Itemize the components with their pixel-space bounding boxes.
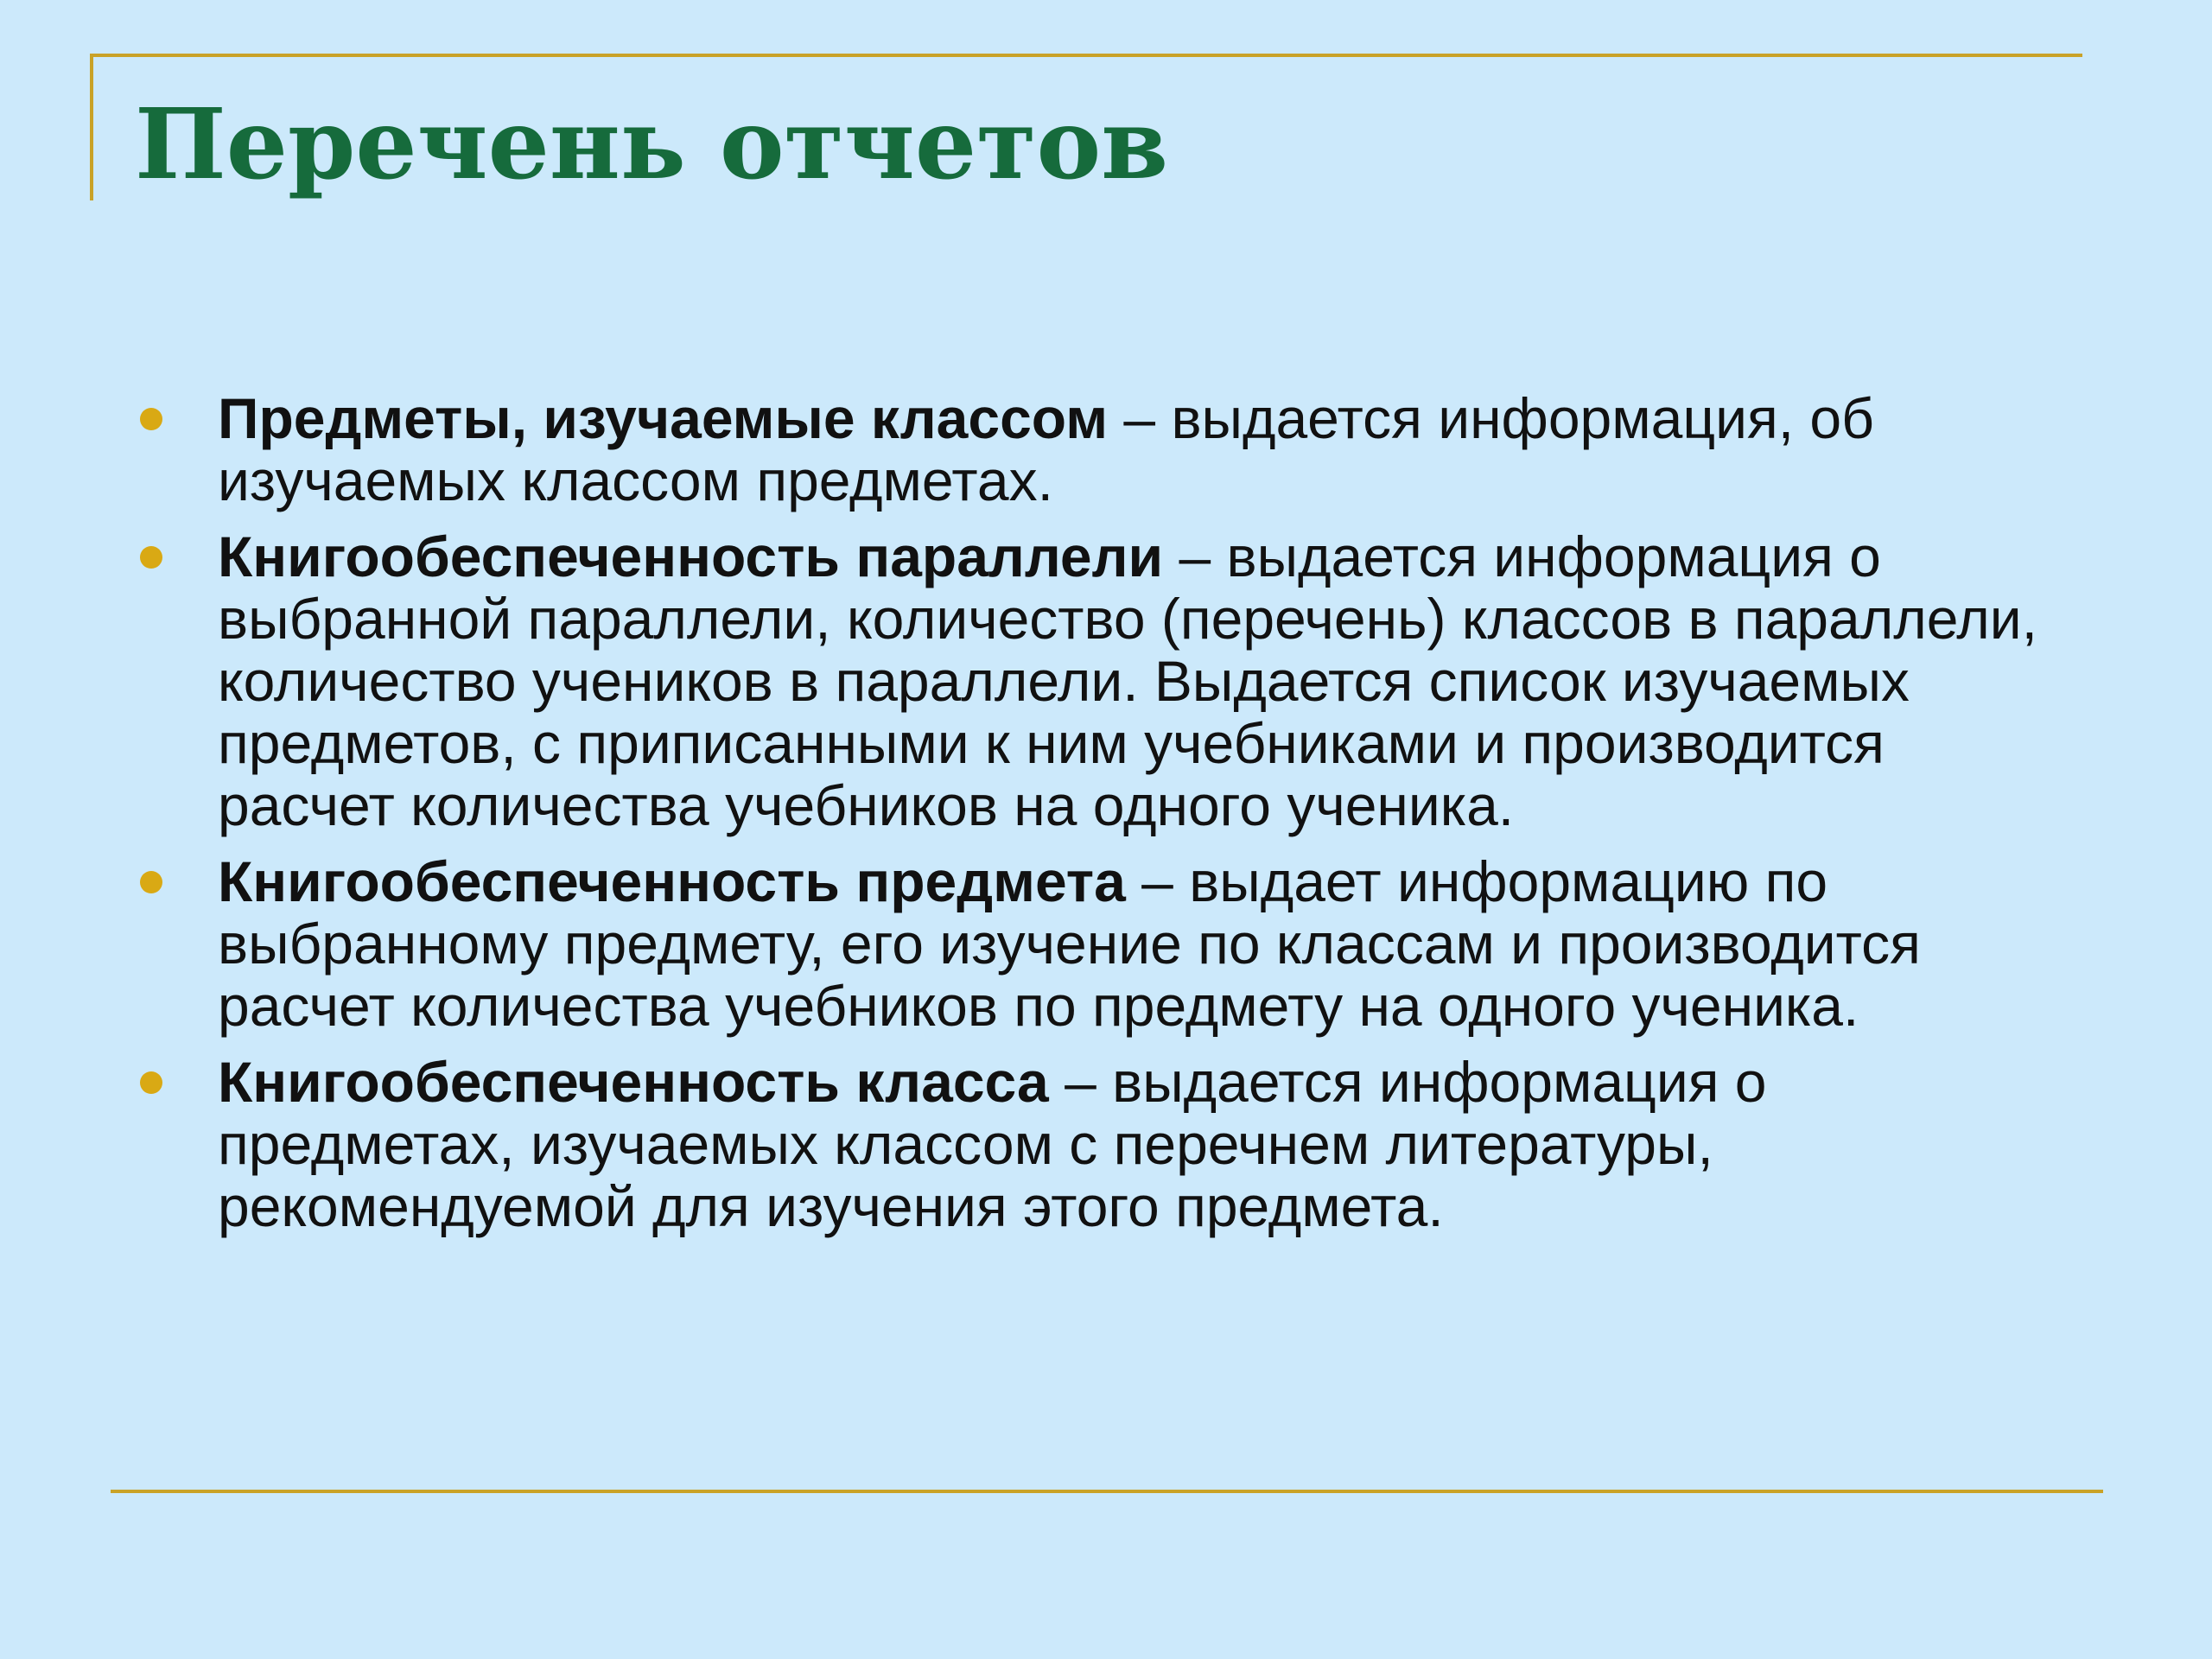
title-left-accent-line [90, 54, 93, 200]
top-divider-line [90, 54, 2082, 57]
report-name: Предметы, изучаемые классом [218, 386, 1109, 450]
bullet-icon [140, 871, 162, 893]
report-list-item [138, 1051, 2065, 1237]
bullet-icon [140, 1071, 162, 1094]
slide-title: Перечень отчетов [135, 88, 1169, 201]
report-description: – выдается информация, об изучаемых классом предметах. [218, 386, 1874, 512]
report-description: – выдается информация о предметах, изучаемых классом с перечнем литературы, рекомендуемой для изучения этого предмета. [218, 1050, 1767, 1238]
report-description: – выдает информацию по выбранному предмету, его изучение по классам и производится расчет количества учебников по предмету на одного ученика. [218, 849, 1921, 1038]
report-name: Книгообеспеченность параллели [218, 524, 1164, 588]
bottom-divider-line [111, 1490, 2103, 1493]
report-list-item [138, 387, 2065, 512]
bullet-icon [140, 546, 162, 569]
report-name: Книгообеспеченность предмета [218, 849, 1126, 913]
bullet-icon [140, 408, 162, 430]
report-list-item [138, 850, 2065, 1037]
report-list-item [138, 525, 2065, 836]
slide-content [138, 387, 2065, 1251]
report-name: Книгообеспеченность класса [218, 1050, 1049, 1114]
report-list [138, 387, 2065, 1237]
report-description: – выдается информация о выбранной параллели, количество (перечень) классов в параллели, количество учеников в параллели. Выдается список изучаемых предметов, с приписанными к ним учебниками и производится расчет количества учебников на одного ученика. [218, 524, 2037, 837]
